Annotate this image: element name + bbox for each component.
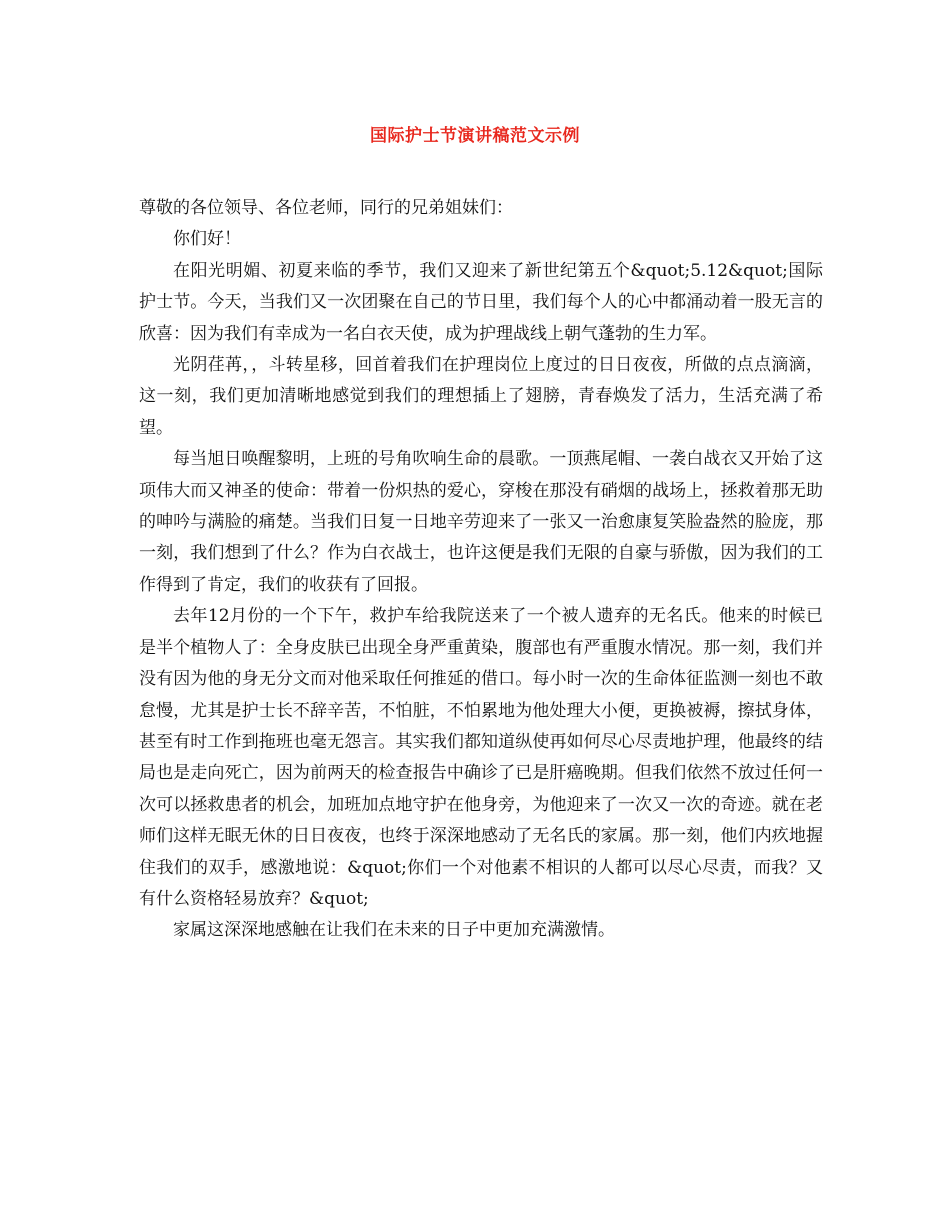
paragraph-1: 在阳光明媚、初夏来临的季节，我们又迎来了新世纪第五个&quot;5.12&quot;国际护士节。今天，当我们又一次团聚在自己的节日里，我们每个人的心中都涌动着一股无言的欣喜：因为我们有幸成为一名白衣天使，成为护理战线上朝气蓬勃的生力军。 xyxy=(139,260,823,344)
paragraph-4: 去年12月份的一个下午，救护车给我院送来了一个被人遗弃的无名氏。他来的时候已是半个植物人了：全身皮肤已出现全身严重黄染，腹部也有严重腹水情况。那一刻，我们并没有因为他的身无分文而对他采取任何推延的借口。每小时一次的生命体征监测一刻也不敢怠慢，尤其是护士长不辞辛苦，不怕脏，不怕累地为他处理大小便，更换被褥，擦拭身体，甚至有时工作到拖班也毫无怨言。其实我们都知道纵使再如何尽心尽责地护理，他最终的结局也是走向死亡，因为前两天的检查报告中确诊了已是肝癌晚期。但我们依然不放过任何一次可以拯救患者的机会，加班加点地守护在他身旁，为他迎来了一次又一次的奇迹。就在老师们这样无眠无休的日日夜夜，也终于深深地感动了无名氏的家属。那一刻，他们内疚地握住我们的双手，感激地说：&quot;你们一个对他素不相识的人都可以尽心尽责，而我？又有什么资格轻易放弃？&quot; xyxy=(139,606,823,909)
paragraph-5: 家属这深深地感触在让我们在未来的日子中更加充满激情。 xyxy=(173,920,615,941)
paragraph-3: 每当旭日唤醒黎明，上班的号角吹响生命的晨歌。一顶燕尾帽、一袭白战衣又开始了这项伟大而又神圣的使命：带着一份炽热的爱心，穿梭在那没有硝烟的战场上，拯救着那无助的呻吟与满脸的痛楚。当我们日复一日地辛劳迎来了一张又一治愈康复笑脸盎然的脸庞，那一刻，我们想到了什么？作为白衣战士，也许这便是我们无限的自豪与骄傲，因为我们的工作得到了肯定，我们的收获有了回报。 xyxy=(139,449,823,595)
document-title: 国际护士节演讲稿范文示例 xyxy=(370,126,580,146)
salutation: 尊敬的各位领导、各位老师，同行的兄弟姐妹们： xyxy=(139,198,513,218)
paragraph-2: 光阴荏苒，，斗转星移，回首着我们在护理岗位上度过的日日夜夜，所做的点点滴滴，这一刻，我们更加清晰地感觉到我们的理想插上了翅膀，青春焕发了活力，生活充满了希望。 xyxy=(139,355,823,438)
document-body xyxy=(139,193,823,947)
paragraph-greeting: 你们好！ xyxy=(173,229,241,250)
